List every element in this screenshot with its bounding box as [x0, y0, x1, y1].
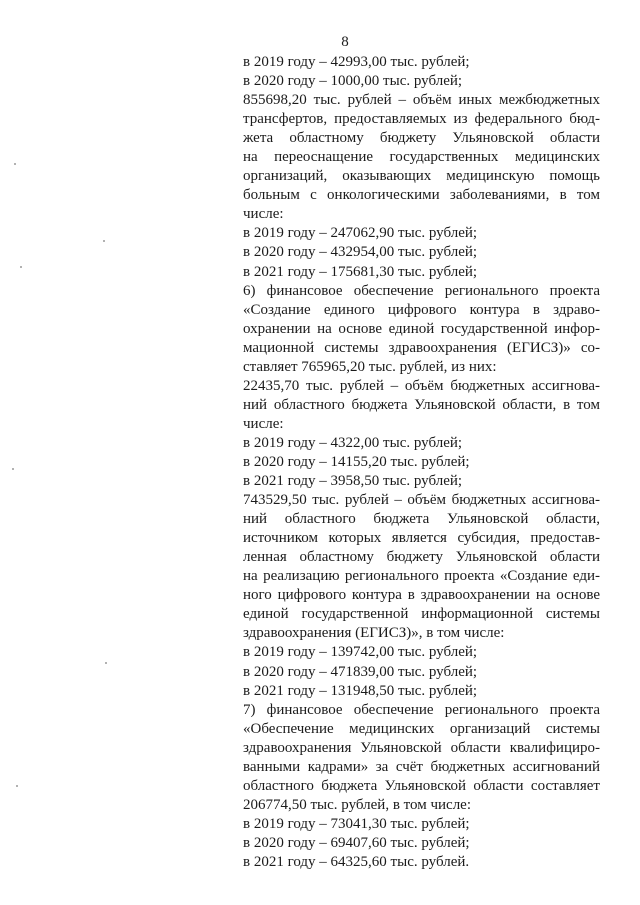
text-line: на реализацию регионального проекта «Создание еди- [243, 568, 600, 585]
text-line: в 2021 году – 3958,50 тыс. рублей; [243, 473, 463, 490]
scan-speck [14, 163, 16, 165]
text-line: в 2021 году – 64325,60 тыс. рублей. [243, 853, 470, 870]
text-line: здравоохранения Ульяновской области квалифициро- [243, 739, 600, 756]
text-line: в 2020 году – 471839,00 тыс. рублей; [243, 663, 478, 680]
text-line: 7) финансовое обеспечение регионального проекта [243, 701, 600, 718]
text-line: в 2019 году – 42993,00 тыс. рублей; [243, 54, 470, 70]
text-line: ванными кадрами» за счёт бюджетных ассигнований [243, 758, 600, 775]
text-line: единой государственной информационной системы [243, 606, 600, 623]
text-line: 206774,50 тыс. рублей, в том числе: [243, 796, 472, 813]
text-line: в 2019 году – 247062,90 тыс. рублей; [243, 225, 478, 242]
text-line: 22435,70 тыс. рублей – объём бюджетных ассигнова- [243, 377, 600, 394]
text-line: в 2019 году – 73041,30 тыс. рублей; [243, 815, 470, 832]
text-line: 855698,20 тыс. рублей – объём иных межбюджетных [243, 92, 600, 109]
text-line: числе: [243, 206, 284, 223]
page-number: 8 [341, 34, 349, 50]
text-line: в 2021 году – 131948,50 тыс. рублей; [243, 682, 478, 699]
scan-speck [105, 662, 107, 664]
text-line: на переоснащение государственных медицинских [243, 149, 600, 166]
text-line: ного цифрового контура в здравоохранении на основе [243, 587, 600, 604]
text-line: мационной системы здравоохранения (ЕГИСЗ)» со- [243, 339, 600, 356]
text-line: «Создание единого цифрового контура в здраво- [243, 301, 600, 318]
text-line: здравоохранения (ЕГИСЗ)», в том числе: [243, 625, 505, 642]
text-line: охранении на основе единой государственной инфор- [243, 320, 600, 337]
text-line: в 2020 году – 432954,00 тыс. рублей; [243, 244, 478, 261]
text-line: трансфертов, предоставляемых из федерального бюд- [243, 111, 600, 128]
text-line: ставляет 765965,20 тыс. рублей, из них: [243, 358, 497, 375]
text-line: источником которых является субсидия, предостав- [243, 530, 600, 547]
scan-speck [103, 240, 105, 242]
text-line: в 2019 году – 4322,00 тыс. рублей; [243, 434, 463, 451]
text-line: в 2020 году – 69407,60 тыс. рублей; [243, 834, 470, 851]
text-line: жета областному бюджету Ульяновской области [243, 130, 600, 147]
text-line: организаций, оказывающих медицинскую помощь [243, 168, 600, 185]
text-line: областного бюджета Ульяновской области составляет [243, 777, 600, 794]
scan-speck [16, 785, 18, 787]
text-line: в 2020 году – 1000,00 тыс. рублей; [243, 73, 463, 90]
text-line: в 2021 году – 175681,30 тыс. рублей; [243, 263, 478, 280]
text-line: больным с онкологическими заболеваниями, в том [243, 187, 600, 204]
body-text [243, 53, 600, 872]
scan-speck [20, 266, 22, 268]
text-line: ленная областному бюджету Ульяновской области [243, 549, 600, 566]
text-line: ний областного бюджета Ульяновской области, в том [243, 396, 600, 413]
text-line: числе: [243, 415, 284, 432]
scan-speck [12, 468, 14, 470]
text-line: в 2020 году – 14155,20 тыс. рублей; [243, 453, 470, 470]
text-line: ний областного бюджета Ульяновской области, [243, 511, 600, 528]
text-line: 6) финансовое обеспечение регионального проекта [243, 282, 600, 299]
text-line: в 2019 году – 139742,00 тыс. рублей; [243, 644, 478, 661]
text-line: «Обеспечение медицинских организаций системы [243, 720, 600, 737]
text-line: 743529,50 тыс. рублей – объём бюджетных ассигнова- [243, 492, 600, 509]
